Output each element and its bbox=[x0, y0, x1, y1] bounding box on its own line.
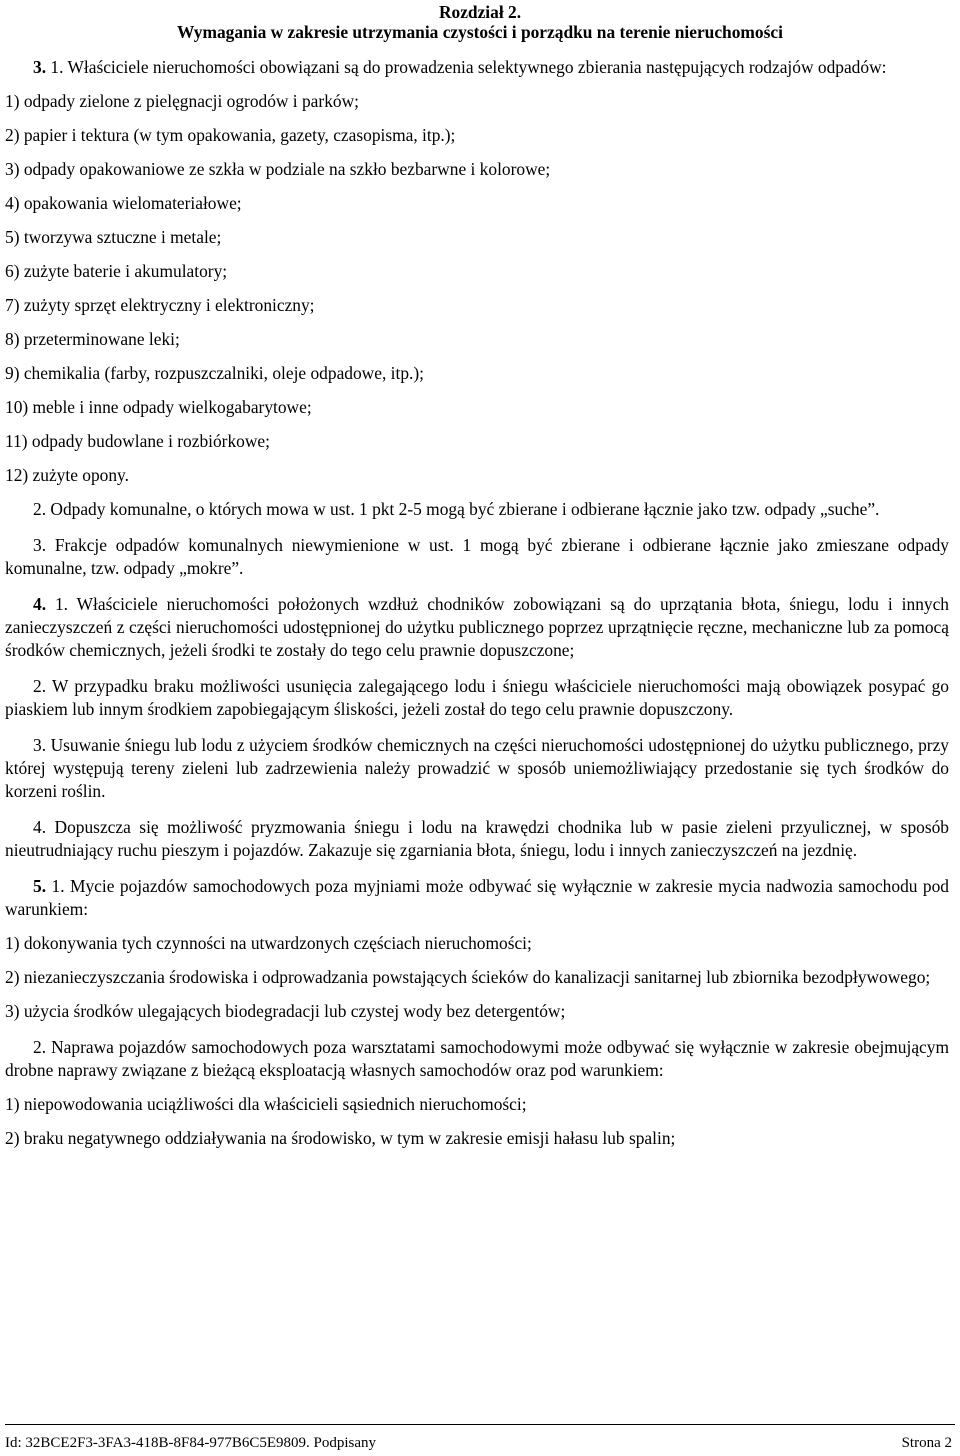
list-item: 2) braku negatywnego oddziaływania na środowisko, w tym w zakresie emisji hałasu lub spalin; bbox=[5, 1128, 676, 1148]
page-footer bbox=[0, 1424, 960, 1451]
list-item: 3) użycia środków ulegających biodegradacji lub czystej wody bez detergentów; bbox=[5, 1001, 566, 1021]
list-item: 1) dokonywania tych czynności na utwardzonych częściach nieruchomości; bbox=[5, 933, 532, 953]
paragraph-3-ust-3: 3. Frakcje odpadów komunalnych niewymienione w ust. 1 mogą być zbierane i odbierane łącznie jako zmieszane odpady komunalne, tzw. odpady „mokre”. bbox=[5, 535, 949, 578]
paragraph-3-ust-1: 3. 1. Właściciele nieruchomości obowiązani są do prowadzenia selektywnego zbierania następujących rodzajów odpadów: bbox=[33, 57, 887, 77]
footer-divider bbox=[5, 1424, 955, 1425]
list-item: 6) zużyte baterie i akumulatory; bbox=[5, 261, 228, 281]
paragraph-number: 3. bbox=[33, 57, 47, 77]
list-item: 5) tworzywa sztuczne i metale; bbox=[5, 227, 222, 247]
document-id: Id: 32BCE2F3-3FA3-418B-8F84-977B6C5E9809. Podpisany bbox=[5, 1435, 376, 1451]
list-item: 12) zużyte opony. bbox=[5, 465, 129, 485]
paragraph-4-ust-2: 2. W przypadku braku możliwości usunięcia zalegającego lodu i śniegu właściciele nieruchomości mają obowiązek posypać go piaskiem lub innym środkiem zapobiegającym śliskości, jeżeli został do tego celu prawnie dopuszczony. bbox=[5, 676, 949, 719]
paragraph-5-ust-1: 5. 1. Mycie pojazdów samochodowych poza myjniami może odbywać się wyłącznie w zakresie mycia nadwozia samochodu pod warunkiem: bbox=[5, 876, 949, 919]
list-item: 1) niepowodowania uciążliwości dla właścicieli sąsiednich nieruchomości; bbox=[5, 1094, 527, 1114]
list-item: 1) odpady zielone z pielęgnacji ogrodów i parków; bbox=[5, 91, 359, 111]
document-body bbox=[5, 56, 949, 1150]
chapter-heading: Rozdział 2. bbox=[438, 2, 522, 22]
list-item: 3) odpady opakowaniowe ze szkła w podziale na szkło bezbarwne i kolorowe; bbox=[5, 159, 551, 179]
paragraph-4-ust-4: 4. Dopuszcza się możliwość pryzmowania śniegu i lodu na krawędzi chodnika lub w pasie zieleni przyulicznej, w sposób nieutrudniający ruchu pieszym i pojazdów. Zakazuje się zgarniania błota, śniegu, lodu i innych zanieczyszczeń na jezdnię. bbox=[5, 817, 949, 860]
page-number: Strona 2 bbox=[901, 1435, 952, 1451]
paragraph-number: 5. bbox=[33, 876, 47, 896]
paragraph-4-ust-3: 3. Usuwanie śniegu lub lodu z użyciem środków chemicznych na części nieruchomości udostępnionej do użytku publicznego, przy której występują tereny zieleni lub zadrzewienia należy prowadzić w sposób uniemożliwiający przedostanie się tych środków do korzeni roślin. bbox=[5, 735, 949, 801]
list-item: 10) meble i inne odpady wielkogabarytowe; bbox=[5, 397, 312, 417]
list-item: 4) opakowania wielomateriałowe; bbox=[5, 193, 242, 213]
list-item: 2) niezanieczyszczania środowiska i odprowadzania powstających ścieków do kanalizacji sanitarnej lub zbiornika bezodpływowego; bbox=[5, 967, 931, 987]
paragraph-3-ust-2: 2. Odpady komunalne, o których mowa w ust. 1 pkt 2-5 mogą być zbierane i odbierane łącznie jako tzw. odpady „suche”. bbox=[33, 499, 880, 519]
paragraph-number: 4. bbox=[33, 594, 47, 614]
paragraph-5-ust-2: 2. Naprawa pojazdów samochodowych poza warsztatami samochodowymi może odbywać się wyłącznie w zakresie obejmującym drobne naprawy związane z bieżącą eksploatacją własnych samochodów oraz pod warunkiem: bbox=[5, 1037, 949, 1080]
list-item: 7) zużyty sprzęt elektryczny i elektroniczny; bbox=[5, 295, 315, 315]
list-item: 9) chemikalia (farby, rozpuszczalniki, oleje odpadowe, itp.); bbox=[5, 363, 424, 383]
list-item: 2) papier i tektura (w tym opakowania, gazety, czasopisma, itp.); bbox=[5, 125, 456, 145]
list-item: 11) odpady budowlane i rozbiórkowe; bbox=[5, 431, 270, 451]
list-item: 8) przeterminowane leki; bbox=[5, 329, 180, 349]
paragraph-4-ust-1: 4. 1. Właściciele nieruchomości położonych wzdłuż chodników zobowiązani są do uprzątania błota, śniegu, lodu i innych zanieczyszczeń z części nieruchomości udostępnionej do użytku publicznego poprzez uprzątnięcie ręczne, mechaniczne lub za pomocą środków chemicznych, jeżeli środki te zostały do tego celu prawnie dopuszczone; bbox=[5, 594, 949, 660]
chapter-title: Wymagania w zakresie utrzymania czystości i porządku na terenie nieruchomości bbox=[177, 22, 783, 42]
